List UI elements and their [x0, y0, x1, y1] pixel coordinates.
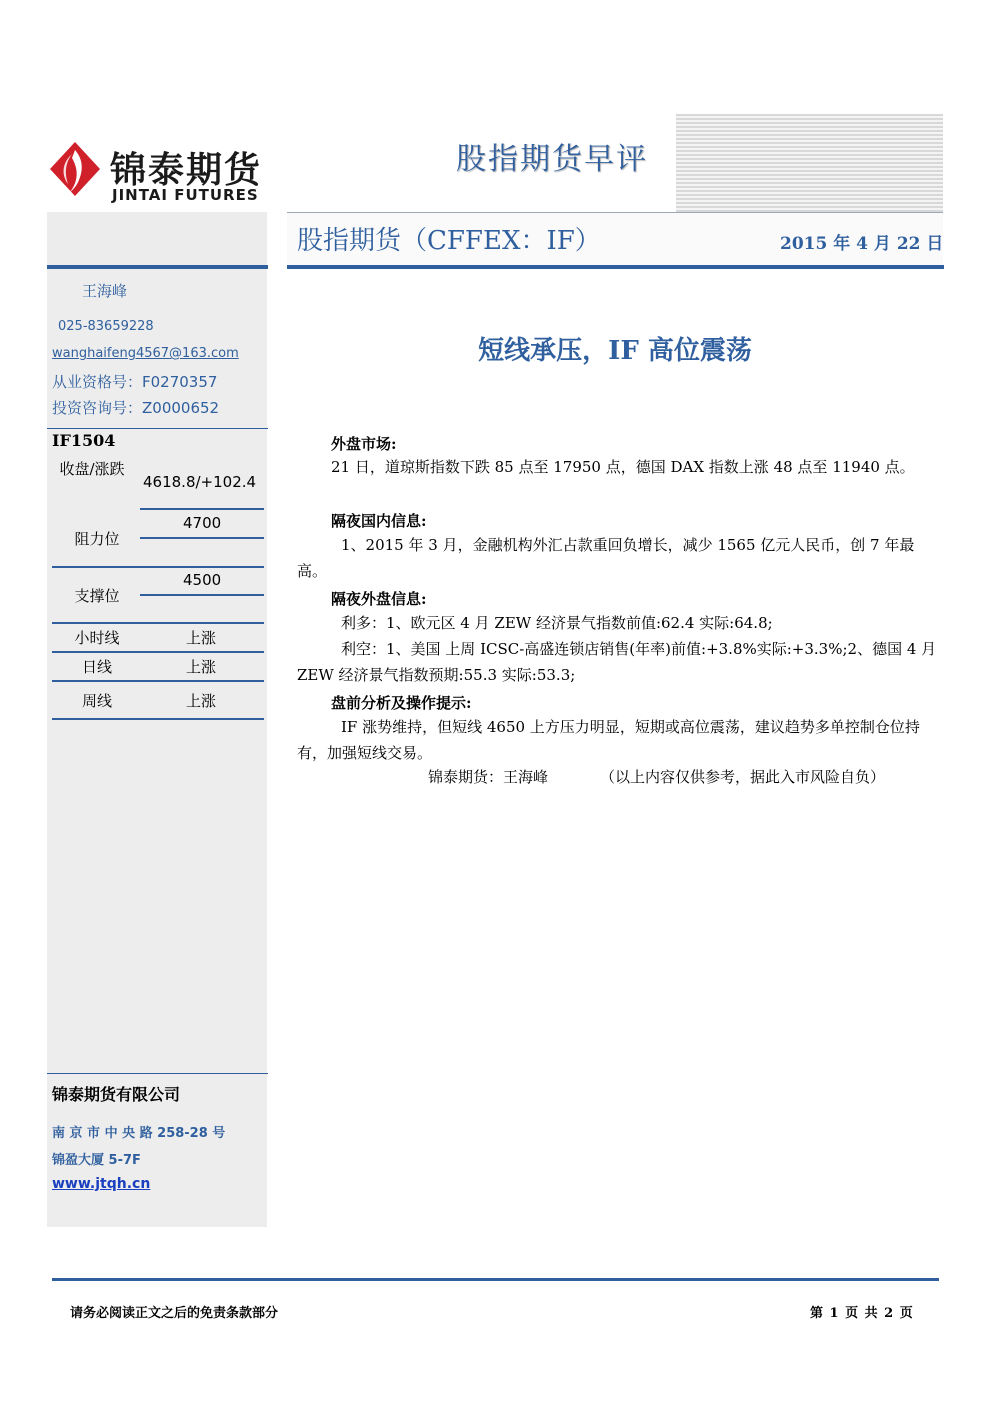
- support-label: 支撑位: [74, 587, 120, 605]
- table-rule: [52, 718, 264, 720]
- table-rule: [52, 680, 264, 682]
- product-title: 股指期货（CFFEX：IF）: [297, 226, 601, 256]
- section-text-overseas-market: 21 日，道琼斯指数下跌 85 点至 17950 点，德国 DAX 指数上涨 48 点至 11940 点。: [331, 458, 915, 476]
- license-qualification: 从业资格号：F0270357: [52, 373, 218, 391]
- report-headline: 短线承压，IF 高位震荡: [478, 336, 752, 366]
- author-signature: 锦泰期货：王海峰: [428, 768, 549, 786]
- resistance-value: 4700: [183, 514, 222, 532]
- section-text-foreign-positive: 利多：1、欧元区 4 月 ZEW 经济景气指数前值:62.4 实际:64.8;: [341, 614, 773, 632]
- hourly-value: 上涨: [186, 629, 217, 647]
- daily-label: 日线: [81, 658, 112, 676]
- disclaimer-note: （以上内容仅供参考，据此入市风险自负）: [600, 768, 886, 786]
- analyst-name: 王海峰: [82, 282, 128, 300]
- support-value: 4500: [183, 571, 222, 589]
- table-rule: [140, 537, 264, 539]
- logo-name-en: JINTAI FUTURES: [112, 186, 259, 204]
- daily-value: 上涨: [186, 658, 217, 676]
- sidebar-header-band: [47, 212, 267, 266]
- section-text-domestic-info: 1、2015 年 3 月，金融机构外汇占款重回负增长，减少 1565 亿元人民币，创 7 年最高。: [297, 536, 915, 580]
- weekly-value: 上涨: [186, 692, 217, 710]
- report-type-title: 股指期货早评: [456, 142, 648, 177]
- company-address-line2: 锦盈大厦 5-7F: [52, 1153, 141, 1168]
- analyst-phone: 025-83659228: [58, 319, 154, 334]
- footer-rule: [52, 1278, 939, 1281]
- table-rule: [52, 651, 264, 653]
- diamond-logo-icon: [48, 140, 102, 198]
- table-rule: [140, 594, 264, 596]
- hourly-label: 小时线: [74, 629, 120, 647]
- page-number: 第 1 页 共 2 页: [810, 1306, 914, 1321]
- company-website-link[interactable]: www.jtqh.cn: [52, 1176, 151, 1192]
- section-text-analysis: IF 涨势维持，但短线 4650 上方压力明显，短期或高位震荡，建议趋势多单控制仓位持有，加强短线交易。: [297, 718, 920, 762]
- footer-disclaimer-notice: 请务必阅读正文之后的免责条款部分: [70, 1306, 279, 1321]
- close-change-value: 4618.8/+102.4: [143, 473, 257, 491]
- company-address-line1: 南 京 市 中 央 路 258-28 号: [52, 1126, 226, 1141]
- company-name: 锦泰期货有限公司: [52, 1085, 181, 1104]
- contract-code: IF1504: [52, 431, 116, 450]
- section-title-analysis: 盘前分析及操作提示:: [331, 694, 472, 712]
- report-date: 2015 年 4 月 22 日: [780, 234, 944, 254]
- table-rule: [52, 622, 264, 624]
- decorative-stripes: [676, 114, 943, 212]
- resistance-label: 阻力位: [74, 530, 120, 548]
- company-divider: [47, 1073, 268, 1074]
- analyst-email-link[interactable]: wanghaifeng4567@163.com: [52, 346, 239, 361]
- sidebar-divider: [47, 428, 268, 429]
- section-title-foreign-info: 隔夜外盘信息:: [331, 590, 427, 608]
- section-title-domestic-info: 隔夜国内信息:: [331, 512, 427, 530]
- header-rule: [287, 265, 944, 269]
- logo-name-cn: 锦泰期货: [110, 150, 263, 191]
- section-title-overseas-market: 外盘市场:: [331, 435, 397, 453]
- table-rule: [140, 508, 264, 510]
- section-text-foreign-negative: 利空：1、美国 上周 ICSC-高盛连锁店销售(年率)前值:+3.8%实际:+3.3%;2、德国 4 月 ZEW 经济景气指数预期:55.3 实际:53.3;: [297, 640, 937, 684]
- license-consulting: 投资咨询号：Z0000652: [52, 399, 220, 417]
- table-rule: [52, 566, 264, 568]
- company-logo: [48, 140, 268, 210]
- weekly-label: 周线: [81, 692, 112, 710]
- close-change-label: 收盘/涨跌: [59, 460, 125, 478]
